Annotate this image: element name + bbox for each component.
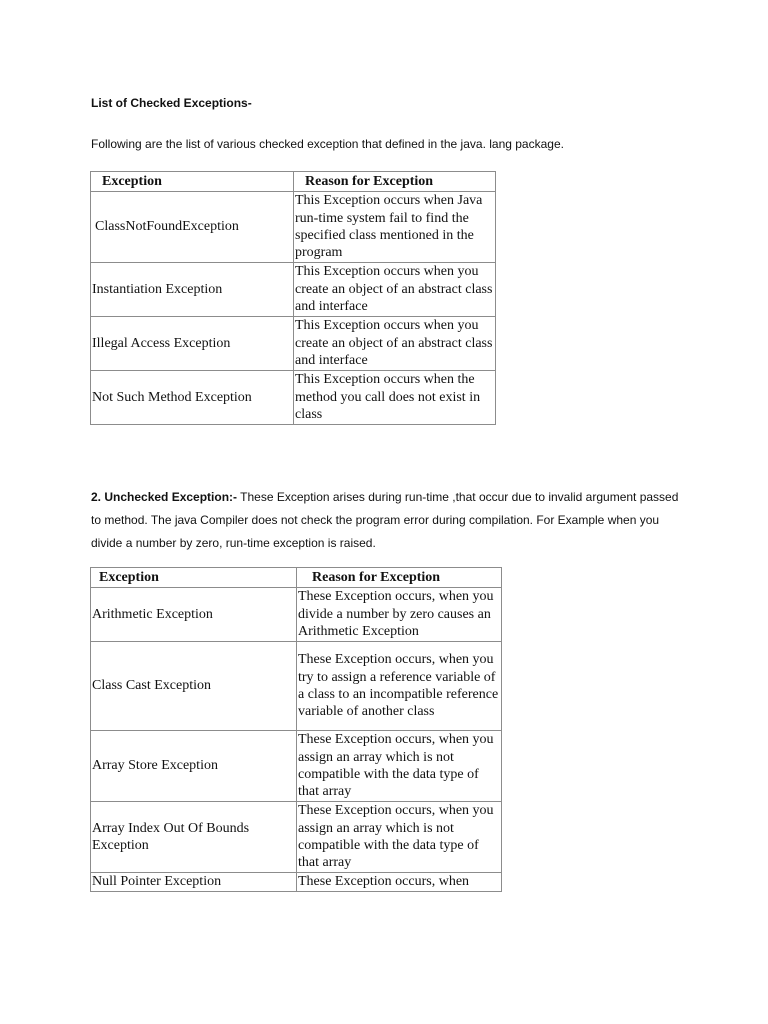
table-row [91,371,496,425]
exception-reason: This Exception occurs when you create an object of an abstract class and interface [294,263,496,317]
exception-reason: This Exception occurs when the method you call does not exist in class [294,371,496,425]
column-header-reason: Reason for Exception [297,568,502,588]
table-row [91,192,496,263]
table-row [91,873,502,892]
unchecked-exception-label: 2. Unchecked Exception:- [91,490,238,504]
exception-name: Instantiation Exception [91,263,294,317]
column-header-exception: Exception [91,568,297,588]
exception-reason: These Exception occurs, when you divide a number by zero causes an Arithmetic Exception [297,588,502,642]
exception-name: ClassNotFoundException [91,192,294,263]
exception-name: Not Such Method Exception [91,371,294,425]
exception-name: Arithmetic Exception [91,588,297,642]
unchecked-exception-text: These Exception arises during run-time ,that occur due to invalid argument passed to method. The java Compiler does not check the program error during compilation. For Example when you divide a number by zero, run-time exception is raised. [91,490,679,550]
column-header-reason: Reason for Exception [294,172,496,192]
exception-reason: This Exception occurs when you create an object of an abstract class and interface [294,317,496,371]
exception-name: Array Store Exception [91,731,297,802]
table-row [91,588,502,642]
table-row [91,802,502,873]
table-header-row [91,172,496,192]
exception-name: Array Index Out Of Bounds Exception [91,802,297,873]
exception-reason: This Exception occurs when Java run-time system fail to find the specified class mentioned in the program [294,192,496,263]
unchecked-exception-paragraph [91,486,691,555]
table-row [91,731,502,802]
unchecked-exceptions-table [90,567,502,892]
table-row [91,317,496,371]
table-row [91,263,496,317]
page-title: List of Checked Exceptions- [91,96,252,110]
exception-reason: These Exception occurs, when you try to assign a reference variable of a class to an incompatible reference variable of another class [297,642,502,731]
table-header-row [91,568,502,588]
exception-reason: These Exception occurs, when [297,873,502,892]
exception-name: Class Cast Exception [91,642,297,731]
table-row [91,642,502,731]
exception-name: Illegal Access Exception [91,317,294,371]
exception-name: Null Pointer Exception [91,873,297,892]
checked-exceptions-table [90,171,496,425]
column-header-exception: Exception [91,172,294,192]
intro-text: Following are the list of various checked exception that defined in the java. lang package. [91,137,564,151]
exception-reason: These Exception occurs, when you assign an array which is not compatible with the data type of that array [297,802,502,873]
exception-reason: These Exception occurs, when you assign an array which is not compatible with the data type of that array [297,731,502,802]
